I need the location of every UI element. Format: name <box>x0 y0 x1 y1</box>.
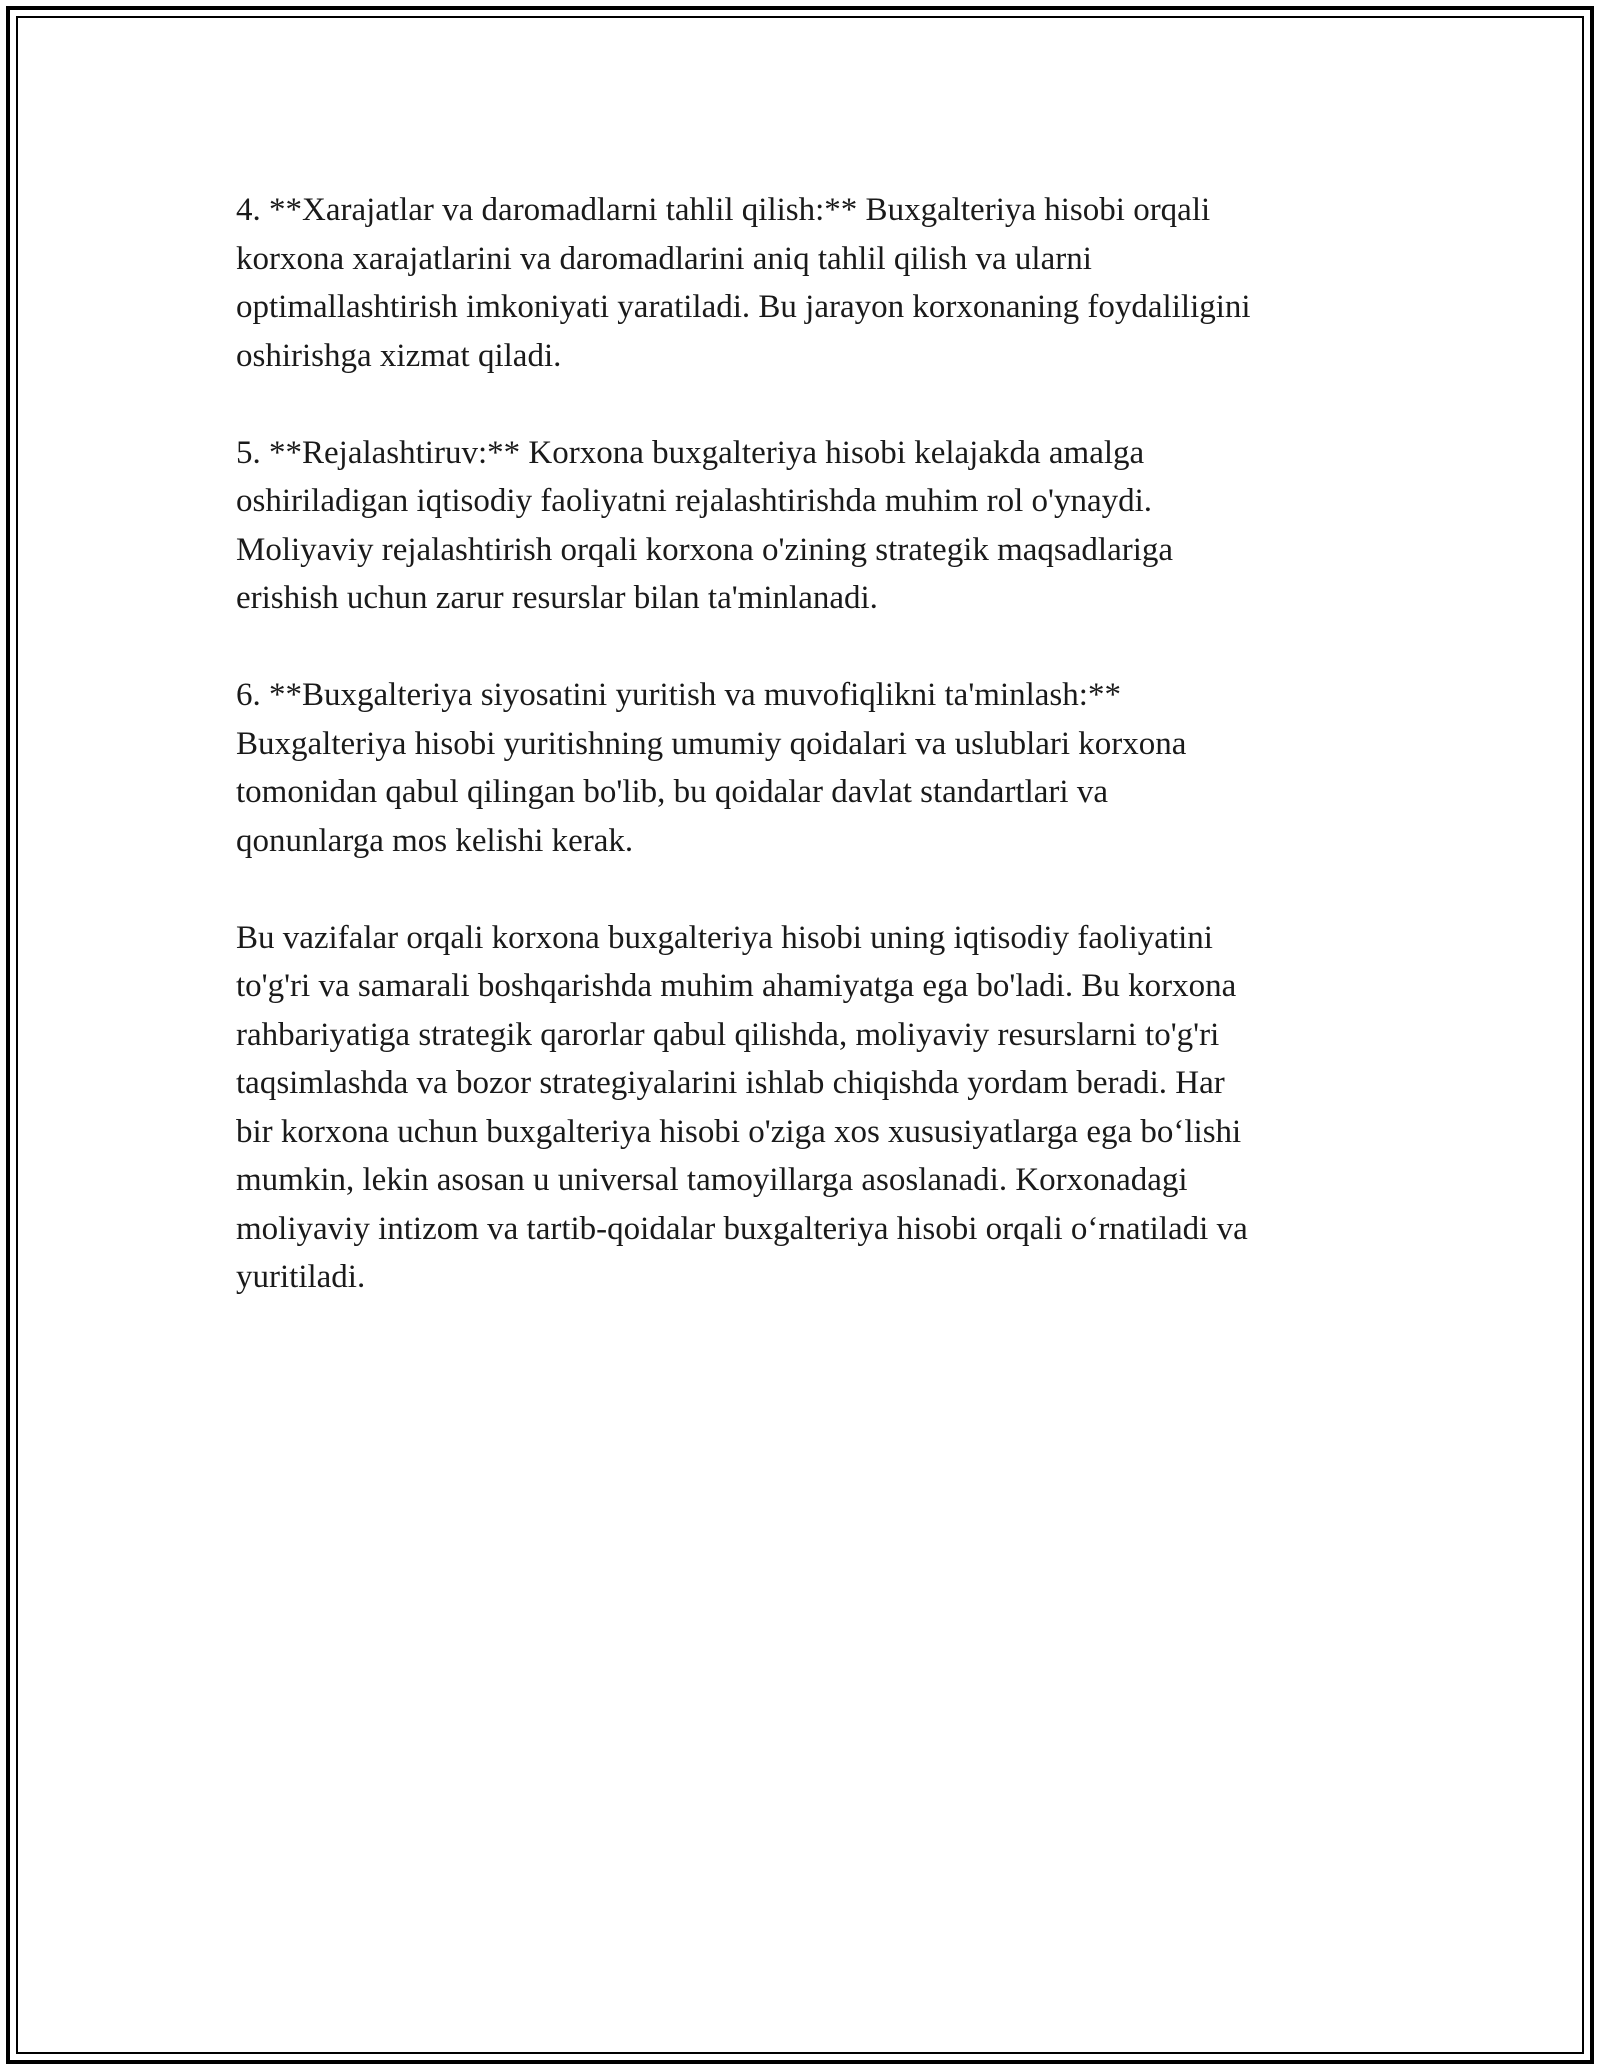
document-body <box>236 186 1386 1350</box>
paragraph-conclusion: Bu vazifalar orqali korxona buxgalteriya hisobi uning iqtisodiy faoliyatini to'g'ri va samarali boshqarishda muhim ahamiyatga ega bo'ladi. Bu korxona rahbariyatiga strategik qarorlar qabul qilishda, moliyaviy resurslarni to'g'ri taqsimlashda va bozor strategiyalarini ishlab chiqishda yordam beradi. Har bir korxona uchun buxgalteriya hisobi o'ziga xos xususiyatlarga ega bo‘lishi mumkin, lekin asosan u universal tamoyillarga asoslanadi. Korxonadagi moliyaviy intizom va tartib-qoidalar buxgalteriya hisobi orqali o‘rnatiladi va yuritiladi. <box>236 919 1248 1295</box>
paragraph-item-5: 5. **Rejalashtiruv:** Korxona buxgalteriya hisobi kelajakda amalga oshiriladigan iqtisodiy faoliyatni rejalashtirishda muhim rol o'ynaydi. Moliyaviy rejalashtirish orqali korxona o'zining strategik maqsadlariga erishish uchun zarur resurslar bilan ta'minlanadi. <box>236 434 1174 616</box>
paragraph-item-4: 4. **Xarajatlar va daromadlarni tahlil qilish:** Buxgalteriya hisobi orqali korxona xarajatlarini va daromadlarini aniq tahlil qilish va ularni optimallashtirish imkoniyati yaratiladi. Bu jarayon korxonaning foydaliligini oshirishga xizmat qiladi. <box>236 192 1251 374</box>
paragraph-item-6: 6. **Buxgalteriya siyosatini yuritish va muvofiqlikni ta'minlash:** Buxgalteriya hisobi yuritishning umumiy qoidalari va uslublari korxona tomonidan qabul qilingan bo'lib, bu qoidalar davlat standartlari va qonunlarga mos kelishi kerak. <box>236 677 1187 859</box>
